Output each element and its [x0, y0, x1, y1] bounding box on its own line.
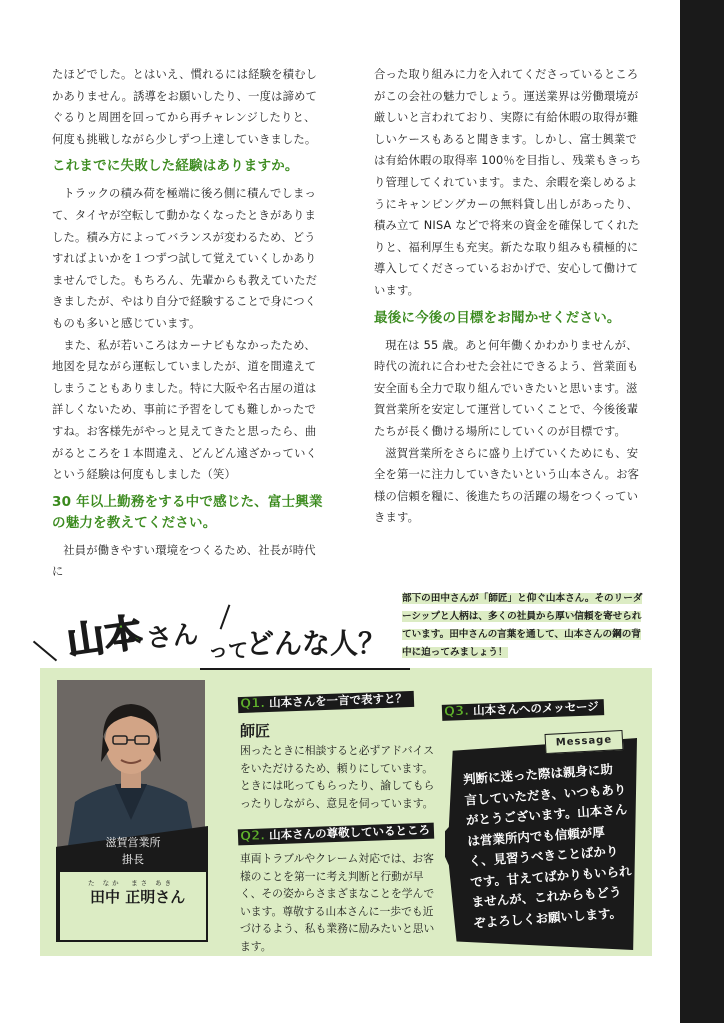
body-paragraph: たほどでした。とはいえ、慣れるには経験を積むしかありません。誘導をお願いしたり、一度は諦めてぐるりと周囲を回ってから再チャレンジしたりと、何度も挑戦しながら少しずつ上達していきました。 [52, 68, 318, 146]
body-paragraph: 社員が働きやすい環境をつくるため、社長が時代に [52, 543, 316, 579]
title-underline [200, 668, 410, 670]
body-paragraph: トラックの積み荷を極端に後ろ側に積んでしまって、タイヤが空転して動かなくなったときがありました。積み方によってバランスが変わるため、どうすればよいかを１つずつ試して覚えていくしかありませんでした。もちろん、先輩からも教えていただきましたが、やはり自分で経験することで身につくものも多いと感じています。 [52, 187, 318, 330]
q1-number: Q1. [239, 696, 266, 712]
title-rest: どんな人？ [246, 627, 387, 660]
title-name: 山本 [63, 609, 146, 665]
article-column-right [374, 64, 646, 529]
q2-label: 山本さんの尊敬しているところ [268, 822, 431, 843]
q3-label: 山本さんへのメッセージ [472, 699, 599, 718]
profile-dept-role [60, 834, 206, 868]
profile-dept: 滋賀営業所 [105, 836, 161, 849]
profile-photo [57, 680, 205, 852]
title-tte: って [208, 638, 248, 662]
title-san: さん [144, 619, 200, 655]
article-column-left [52, 64, 324, 583]
section-question: 30 年以上勤務をする中で感じた、富士興業の魅力を教えてください。 [52, 493, 323, 531]
section-question: 最後に今後の目標をお聞かせください。 [374, 309, 621, 326]
body-paragraph: 滋賀営業所をさらに盛り上げていくためにも、安全を第一に注力していきたいという山本さん。お客様の信頼を糧に、後進たちの活躍の場をつくっていきます。 [374, 446, 640, 525]
section-question: これまでに失敗した経験はありますか。 [52, 158, 299, 175]
feature-title [60, 600, 410, 670]
body-paragraph: 現在は 55 歳。あと何年働くかわかりませんが、時代の流れに合わせた会社にできるよう、営業面も安全面も全力で取り組んでいきたいと思います。滋賀営業所を安定して運営していくことで、今後後輩たちが長く働ける場所にしていくのが目標です。 [374, 338, 639, 438]
body-paragraph: 合った取り組みに力を入れてくださっているところがこの会社の魅力でしょう。運送業界は労働環境が厳しいと言われており、実際に有給休暇の取得が難しいケースもあると聞きます。しかし、富士興業では有給休暇の取得率 100％を目指し、残業もきっちり管理してくれています。また、余暇を楽しめるようにキャンピングカーの無料貸し出しがあったり、積み立て NISA などで将来の資金を確保してくれたりと、福利厚生も充実。新たな取り組みも積極的に導入してくださっているおかげで、安心して働けています。 [374, 68, 642, 297]
q3-number: Q3. [443, 703, 470, 720]
feature-intro [402, 590, 650, 662]
q1-answer-title: 師匠 [240, 722, 271, 740]
message-tag: Message [545, 730, 624, 754]
message-text: 判断に迷った際は親身に助言していただき、いつもありがとうございます。山本さんは営業所内でも信頼が厚く、見習うべきことばかりです。甘えてばかりもいられませんが、これからもどうぞよろしくお願いします。 [462, 761, 632, 930]
q1-answer: 困ったときに相談すると必ずアドバイスをいただけるため、頼りにしています。ときには叱ってもらったり、諭してもらったりしながら、意見を伺っています。 [240, 744, 435, 810]
feature-intro-text: 部下の田中さんが「師匠」と仰ぐ山本さん。そのリーダーシップと人柄は、多くの社員から厚い信頼を寄せられています。田中さんの言葉を通して、山本さんの鋼の背中に迫ってみましょう！ [402, 593, 643, 658]
profile-name-ruby: た なか まさ あき [88, 879, 175, 887]
q2-answer: 車両トラブルやクレーム対応では、お客様のことを第一に考え判断と行動が早く、その姿からさまざまなことを学んでいます。尊敬する山本さんに一歩でも近づけるよう、私も業務に励みたいと思います。 [240, 852, 435, 953]
portrait-image [57, 680, 205, 852]
profile-role: 掛長 [122, 853, 144, 866]
body-paragraph: また、私が若いころはカーナビもなかったため、地図を見ながら運転していましたが、道を間違えてしまうこともありました。特に大阪や名古屋の道は詳しくないため、事前に予習をしても難しかったですね。お客様先がやっと見えてきたと思ったら、曲がるところを１本間違え、どんどん遠ざかっていくという経験は何度もしました（笑） [52, 338, 318, 482]
q2-number: Q2. [239, 828, 266, 845]
profile-name: 田中 正明さん [90, 888, 186, 906]
page-edge-bar [680, 0, 724, 1023]
q1-label: 山本さんを一言で表すと？ [268, 691, 408, 710]
title-slash-left [33, 641, 57, 662]
